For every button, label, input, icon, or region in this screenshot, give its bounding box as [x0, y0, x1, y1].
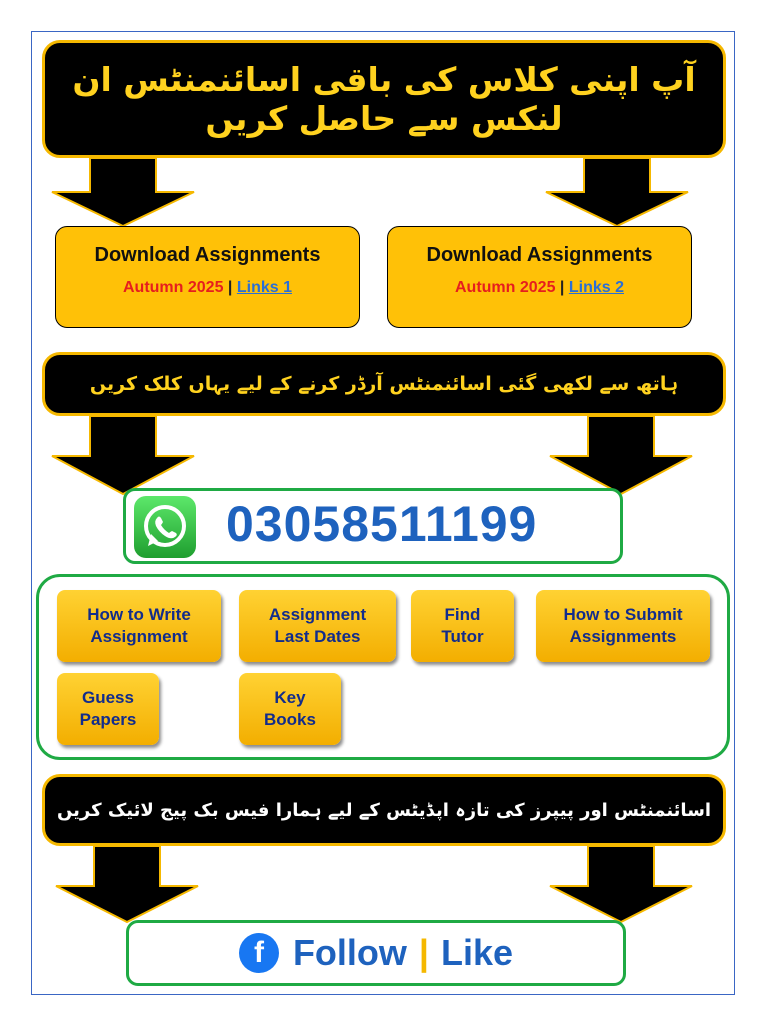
- header-banner-text: آپ اپنی کلاس کی باقی اسائنمنٹس ان لنکس سے حاصل کریں: [72, 60, 696, 138]
- facebook-follow-box[interactable]: [126, 920, 626, 986]
- semester-label: Autumn 2025: [455, 279, 556, 296]
- arrow-down-left-1: [48, 158, 198, 228]
- follow-link[interactable]: Follow: [292, 932, 407, 973]
- arrow-down-right-2: [546, 416, 696, 496]
- how-to-submit-assignments-button[interactable]: How to Submit Assignments: [536, 590, 710, 662]
- whatsapp-icon: [134, 496, 196, 558]
- how-to-write-assignment-button[interactable]: How to Write Assignment: [57, 590, 221, 662]
- facebook-banner[interactable]: [42, 774, 726, 846]
- download-subtitle: [56, 279, 359, 297]
- separator: |: [418, 932, 429, 973]
- arrow-down-right-1: [542, 158, 692, 228]
- semester-label: Autumn 2025: [123, 279, 224, 296]
- download-assignments-card-1[interactable]: [55, 226, 360, 328]
- key-books-button[interactable]: Key Books: [239, 673, 341, 745]
- facebook-banner-text: اسائنمنٹس اور پیپرز کی تازہ اپڈیٹس کے لیے ہمارا فیس بک پیج لائیک کریں: [56, 799, 712, 821]
- download-title: Download Assignments: [426, 244, 653, 266]
- download-title: Download Assignments: [94, 244, 321, 266]
- arrow-down-left-3: [52, 846, 202, 924]
- like-link[interactable]: Like: [441, 932, 514, 973]
- assignment-last-dates-button[interactable]: Assignment Last Dates: [239, 590, 396, 662]
- separator: |: [559, 279, 565, 296]
- order-banner-text: ہاتھ سے لکھی گئی اسائنمنٹس آرڈر کرنے کے لیے یہاں کلک کریں: [89, 373, 679, 395]
- download-assignments-card-2[interactable]: [387, 226, 692, 328]
- links-2-link[interactable]: Links 2: [568, 279, 624, 296]
- find-tutor-button[interactable]: Find Tutor: [411, 590, 514, 662]
- download-subtitle: [388, 279, 691, 297]
- whatsapp-contact-box[interactable]: [123, 488, 623, 564]
- facebook-icon: f: [239, 933, 279, 973]
- arrow-down-right-3: [546, 846, 696, 924]
- links-1-link[interactable]: Links 1: [236, 279, 292, 296]
- order-banner[interactable]: [42, 352, 726, 416]
- guess-papers-button[interactable]: Guess Papers: [57, 673, 159, 745]
- separator: |: [227, 279, 233, 296]
- arrow-down-left-2: [48, 416, 198, 496]
- phone-number[interactable]: 03058511199: [226, 496, 538, 552]
- header-banner: [42, 40, 726, 158]
